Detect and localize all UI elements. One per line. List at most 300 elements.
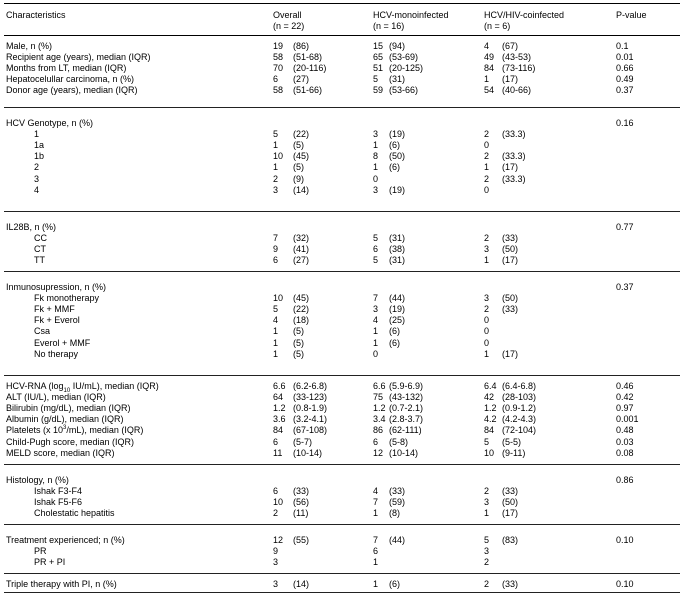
cell-h1: 3 [373,129,379,140]
cell-o1: 6.6 [273,381,286,391]
cell-v2: (50) [502,293,519,304]
table-row [4,174,680,185]
cell-o2: (5) [293,140,304,151]
cell-o1: 12 [273,535,284,545]
table-row [4,338,680,349]
cell-o2: (27) [293,74,310,85]
row-label: PR + PI [34,557,66,568]
characteristics-table [4,3,680,595]
cell-o1: 5 [273,129,279,140]
cell-h1: 6 [373,546,379,557]
cell-h1: 4 [373,486,379,497]
table-row [4,41,680,52]
header-hcv-hiv-coinfected: HCV/HIV-coinfected [484,10,565,20]
cell-o2: (20-116) [293,63,327,74]
header-overall: Overall [273,10,302,20]
cell-o2: (0.8-1.9) [293,403,328,414]
cell-o2: (3.2-4.1) [293,414,328,425]
cell-h2: (2.8-3.7) [389,414,424,425]
cell-o1: 3.6 [273,414,286,425]
cell-v1: 5 [484,436,490,447]
cell-h1: 12 [373,447,384,458]
cell-o1: 9 [273,546,279,557]
cell-h2: (53-69) [389,52,419,63]
cell-v1: 0 [484,337,490,348]
cell-p: 0.86 [616,475,634,485]
row-label: Ishak F3-F4 [34,486,83,497]
cell-v2: (33.3) [502,173,526,184]
cell-v1: 1 [484,508,490,519]
cell-h2: (38) [389,244,406,255]
cell-v2: (83) [502,535,519,545]
cell-o2: (22) [293,129,310,140]
row-label: Albumin (g/dL), median (IQR) [6,414,124,425]
cell-h1: 7 [373,535,379,545]
table-row [4,140,680,151]
cell-h1: 5 [373,74,379,85]
cell-h1: 0 [373,173,379,184]
cell-v2: (5-5) [502,436,522,447]
group-separator [4,107,680,108]
row-label: 1b [34,151,45,162]
header-rule [4,35,680,36]
row-label: Csa [34,326,51,337]
cell-v1: 6.4 [484,381,497,391]
table-row [4,497,680,508]
cell-h1: 51 [373,63,384,74]
row-label-subscript: 10 [63,387,71,394]
cell-o1: 58 [273,52,284,63]
row-label-superscript: 3 [63,425,67,432]
row-label: Cholestatic hepatitis [34,508,115,519]
cell-v1: 2 [484,151,490,162]
row-label: TT [34,255,45,266]
row-label: ALT (IU/L), median (IQR) [6,392,106,403]
cell-v1: 2 [484,233,490,244]
row-label: Fk monotherapy [34,293,100,304]
row-label: MELD score, median (IQR) [6,447,115,458]
cell-o2: (27) [293,255,310,266]
cell-h2: (31) [389,233,406,244]
table-top-rule [4,3,680,4]
row-label [6,381,159,392]
row-label [6,425,143,436]
cell-v2: (43-53) [502,52,532,63]
cell-v2: (17) [502,508,519,519]
cell-p: 0.01 [616,52,634,63]
table-row [4,557,680,568]
cell-h2: (0.7-2.1) [389,403,424,414]
cell-h2: (53-66) [389,85,419,96]
row-label-text: /mL), median (IQR) [66,425,144,436]
cell-p: 0.97 [616,403,634,414]
row-label: PR [34,546,47,557]
cell-o1: 1 [273,140,279,151]
row-label: Ishak F5-F6 [34,497,83,508]
cell-o1: 10 [273,151,284,162]
cell-o2: (5) [293,337,304,348]
cell-h1: 6 [373,244,379,255]
cell-h1: 4 [373,315,379,326]
table-row [4,425,680,436]
row-label: Fk + MMF [34,304,75,315]
cell-o1: 1.2 [273,403,286,414]
cell-h2: (62-111) [389,425,422,436]
cell-h2: (59) [389,497,406,508]
row-label: Treatment experienced; n (%) [6,535,125,545]
header-hcv-n: (n = 16) [373,21,405,31]
group-separator [4,464,680,465]
table-row [4,151,680,162]
table-row [4,63,680,74]
cell-h1: 1 [373,140,379,151]
table-row [4,579,680,590]
table-row [4,74,680,85]
cell-o2: (22) [293,304,310,315]
cell-o1: 6 [273,255,279,266]
cell-o1: 1 [273,337,279,348]
table-row [4,304,680,315]
cell-v2: (33.3) [502,151,526,162]
row-label: IL28B, n (%) [6,222,57,232]
cell-v2: (33.3) [502,129,526,140]
cell-v1: 2 [484,579,490,589]
cell-h1: 1 [373,326,379,337]
table-row [4,185,680,196]
cell-h1: 65 [373,52,384,63]
group-title-row [4,222,680,233]
row-label: Fk + Everol [34,315,80,326]
cell-h1: 5 [373,233,379,244]
table-row [4,392,680,403]
table-row [4,129,680,140]
table-row [4,414,680,425]
row-label: Recipient age (years), median (IQR) [6,52,151,63]
cell-h1: 1 [373,557,379,568]
cell-p: 0.37 [616,85,634,96]
cell-p: 0.46 [616,381,634,391]
cell-h1: 3 [373,304,379,315]
cell-o1: 2 [273,173,279,184]
cell-p: 0.48 [616,425,634,436]
row-label: Donor age (years), median (IQR) [6,85,138,96]
header-hcv-monoinfected: HCV-monoinfected [373,10,449,20]
table-row [4,381,680,392]
cell-v1: 0 [484,140,490,151]
cell-h2: (31) [389,74,406,85]
cell-o1: 5 [273,304,279,315]
header-overall-n: (n = 22) [273,21,305,31]
cell-h1: 6 [373,436,379,447]
cell-h2: (6) [389,162,400,173]
cell-h1: 1 [373,162,379,173]
cell-o2: (14) [293,579,310,589]
cell-p: 0.08 [616,447,634,458]
table-row [4,486,680,497]
row-label: CT [34,244,46,255]
cell-h2: (10-14) [389,447,419,458]
table-row [4,244,680,255]
cell-h2: (5.9-6.9) [389,381,424,391]
cell-v2: (33) [502,486,519,497]
cell-o2: (51-68) [293,52,323,63]
cell-h2: (43-132) [389,392,424,403]
cell-o1: 70 [273,63,284,74]
table-row [4,326,680,337]
cell-v1: 3 [484,546,490,557]
cell-h2: (19) [389,129,406,140]
cell-v1: 2 [484,486,490,497]
table-row [4,85,680,96]
cell-v1: 1 [484,348,490,359]
group-separator [4,573,680,574]
cell-h1: 75 [373,392,384,403]
cell-o2: (51-66) [293,85,323,96]
cell-o1: 19 [273,41,284,51]
cell-h1: 7 [373,293,379,304]
cell-p: 0.03 [616,436,634,447]
row-label: Male, n (%) [6,41,53,51]
cell-o2: (67-108) [293,425,328,436]
cell-v2: (40-66) [502,85,532,96]
cell-h2: (6) [389,326,400,337]
cell-v2: (4.2-4.3) [502,414,537,425]
cell-h1: 1 [373,579,379,589]
group-title-row [4,475,680,486]
cell-v2: (50) [502,497,519,508]
cell-p: 0.16 [616,118,634,128]
cell-v1: 0 [484,184,490,195]
cell-o1: 84 [273,425,284,436]
cell-o2: (11) [293,508,309,519]
cell-h2: (5-8) [389,436,409,447]
table-row [4,233,680,244]
cell-o2: (45) [293,293,310,304]
cell-h2: (19) [389,184,406,195]
row-label: Histology, n (%) [6,475,69,485]
cell-v2: (17) [502,162,519,173]
cell-v1: 4 [484,41,490,51]
cell-o2: (5) [293,326,304,337]
cell-h1: 15 [373,41,384,51]
group-separator [4,375,680,376]
cell-o2: (86) [293,41,310,51]
row-label: Inmunosupression, n (%) [6,282,107,292]
cell-p: 0.37 [616,282,634,292]
cell-o2: (5) [293,162,304,173]
cell-h2: (25) [389,315,406,326]
table-row [4,255,680,266]
cell-o2: (10-14) [293,447,323,458]
cell-h1: 3.4 [373,414,386,425]
cell-o2: (14) [293,184,310,195]
cell-o1: 10 [273,293,284,304]
cell-v1: 2 [484,557,490,568]
row-label: Child-Pugh score, median (IQR) [6,436,135,447]
group-separator [4,524,680,525]
cell-v2: (73-116) [502,63,536,74]
cell-v2: (72-104) [502,425,537,436]
row-label-text: Platelets (x 10 [6,425,64,436]
cell-p: 0.66 [616,63,634,74]
cell-o1: 3 [273,184,279,195]
cell-p: 0.77 [616,222,634,232]
cell-h2: (8) [389,508,400,519]
row-label: 4 [34,184,40,195]
table-row [4,448,680,459]
cell-h1: 5 [373,255,379,266]
row-label-text: IU/mL), median (IQR) [70,381,159,391]
cell-h1: 1 [373,337,379,348]
table-header [4,10,680,21]
row-label-text: HCV-RNA (log [6,381,64,391]
table-row [4,293,680,304]
cell-v2: (28-103) [502,392,537,403]
row-label: CC [34,233,47,244]
cell-o1: 3 [273,557,279,568]
cell-h1: 1.2 [373,403,386,414]
header-pvalue: P-value [616,10,647,20]
row-label: 1a [34,140,45,151]
row-label: 1 [34,129,40,140]
cell-o1: 2 [273,508,279,519]
cell-v2: (33) [502,233,519,244]
cell-o2: (32) [293,233,310,244]
cell-v1: 1 [484,255,490,266]
cell-v2: (17) [502,255,519,266]
cell-o1: 58 [273,85,284,96]
cell-v2: (0.9-1.2) [502,403,537,414]
cell-h1: 8 [373,151,379,162]
cell-v2: (33) [502,304,519,315]
row-label: No therapy [34,348,79,359]
cell-v1: 5 [484,535,490,545]
cell-v2: (17) [502,348,519,359]
cell-o1: 4 [273,315,279,326]
cell-o2: (6.2-6.8) [293,381,328,391]
group-title-row [4,282,680,293]
row-label: Everol + MMF [34,337,91,348]
table-row [4,162,680,173]
cell-o2: (56) [293,497,310,508]
cell-h1: 1 [373,508,379,519]
cell-v1: 84 [484,425,495,436]
cell-v1: 54 [484,85,495,96]
cell-v1: 2 [484,304,490,315]
cell-p: 0.1 [616,41,629,51]
cell-v1: 1.2 [484,403,497,414]
cell-o1: 6 [273,486,279,497]
cell-p: 0.10 [616,579,634,589]
row-label: Months from LT, median (IQR) [6,63,127,74]
cell-o2: (18) [293,315,310,326]
cell-h2: (31) [389,255,406,266]
cell-o1: 11 [273,447,283,458]
cell-h1: 3 [373,184,379,195]
row-label: 2 [34,162,40,173]
cell-v2: (67) [502,41,519,51]
cell-o2: (33) [293,486,310,497]
table-row [4,403,680,414]
cell-v1: 1 [484,162,490,173]
cell-h2: (20-125) [389,63,424,74]
row-label: Triple therapy with PI, n (%) [6,579,117,589]
table-row [4,52,680,63]
cell-o2: (5) [293,348,304,359]
cell-v2: (9-11) [502,447,526,458]
row-label: Hepatocelullar carcinoma, n (%) [6,74,135,85]
cell-v1: 49 [484,52,495,63]
cell-p: 0.001 [616,414,639,425]
cell-h2: (6) [389,337,400,348]
cell-o1: 10 [273,497,284,508]
cell-v2: (33) [502,579,519,589]
cell-v2: (17) [502,74,519,85]
group-title-row [4,535,680,546]
cell-h2: (33) [389,486,406,497]
cell-h1: 86 [373,425,384,436]
table-row [4,349,680,360]
cell-o1: 6 [273,436,279,447]
row-label: 3 [34,173,40,184]
cell-o2: (41) [293,244,310,255]
cell-o1: 6 [273,74,279,85]
cell-o2: (45) [293,151,310,162]
table-row [4,437,680,448]
cell-o2: (5-7) [293,436,313,447]
cell-o1: 1 [273,326,279,337]
cell-v1: 84 [484,63,495,74]
cell-v1: 42 [484,392,495,403]
table-row [4,315,680,326]
cell-h2: (44) [389,293,406,304]
cell-o2: (55) [293,535,310,545]
cell-v1: 0 [484,326,490,337]
cell-o2: (9) [293,173,304,184]
group-separator [4,211,680,212]
cell-h2: (6) [389,579,400,589]
cell-v1: 2 [484,173,490,184]
cell-h2: (19) [389,304,406,315]
cell-h2: (44) [389,535,406,545]
cell-v1: 0 [484,315,490,326]
table-row [4,508,680,519]
cell-p: 0.49 [616,74,634,85]
cell-h1: 7 [373,497,379,508]
cell-v1: 3 [484,497,490,508]
header-characteristics: Characteristics [6,10,66,20]
cell-h1: 59 [373,85,384,96]
row-label: HCV Genotype, n (%) [6,118,94,128]
row-label: Bilirubin (mg/dL), median (IQR) [6,403,131,414]
table-row [4,546,680,557]
cell-o1: 7 [273,233,279,244]
cell-p: 0.42 [616,392,634,403]
cell-h1: 6.6 [373,381,386,391]
cell-h2: (50) [389,151,406,162]
cell-v1: 10 [484,447,495,458]
group-title-row [4,118,680,129]
cell-v2: (6.4-6.8) [502,381,537,391]
cell-v1: 3 [484,293,490,304]
cell-v1: 4.2 [484,414,497,425]
cell-o1: 3 [273,579,279,589]
cell-h2: (6) [389,140,400,151]
cell-o1: 1 [273,348,279,359]
cell-h1: 0 [373,348,379,359]
header-hiv-n: (n = 6) [484,21,511,31]
cell-v1: 2 [484,129,490,140]
